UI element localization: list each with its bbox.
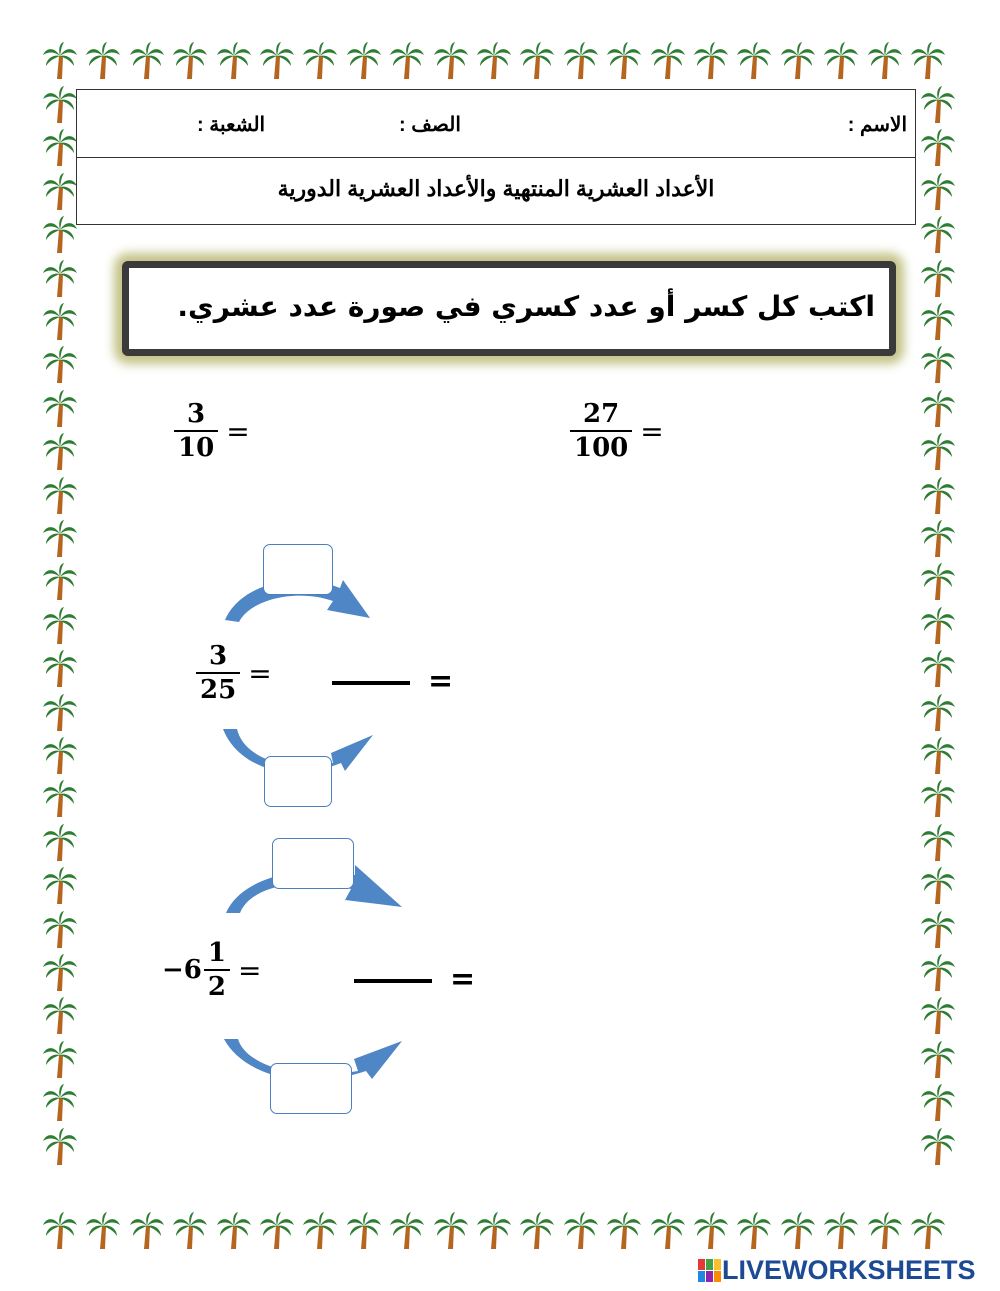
palm-tree-icon xyxy=(42,1041,78,1079)
palm-tree-icon xyxy=(867,42,903,80)
palm-tree-icon xyxy=(302,1212,338,1250)
palm-tree-icon xyxy=(563,1212,599,1250)
palm-tree-icon xyxy=(823,1212,859,1250)
instruction-banner xyxy=(122,261,896,356)
problem-3 xyxy=(196,640,272,706)
denominator: 25 xyxy=(200,675,237,705)
multiplier-box-top[interactable] xyxy=(263,544,333,595)
palm-tree-icon xyxy=(433,42,469,80)
palm-tree-icon xyxy=(42,346,78,384)
equals-sign: = xyxy=(248,656,272,690)
palm-tree-icon xyxy=(42,129,78,167)
palm-tree-icon xyxy=(42,650,78,688)
denominator: 100 xyxy=(574,433,629,463)
title-row xyxy=(77,158,915,224)
instruction-text: اكتب كل كسر أو عدد كسري في صورة عدد عشري. xyxy=(177,290,875,323)
palm-tree-icon xyxy=(780,42,816,80)
section-label: الشعبة : xyxy=(197,114,266,136)
palm-tree-icon xyxy=(172,42,208,80)
fraction xyxy=(204,937,230,1003)
palm-tree-icon xyxy=(920,433,956,471)
palm-tree-icon xyxy=(693,42,729,80)
palm-tree-icon xyxy=(42,477,78,515)
palm-tree-icon xyxy=(920,780,956,818)
palm-tree-icon xyxy=(606,1212,642,1250)
palm-tree-icon xyxy=(920,1128,956,1166)
palm-tree-icon xyxy=(85,1212,121,1250)
answer-fraction-blank[interactable] xyxy=(354,979,432,983)
palm-tree-icon xyxy=(650,1212,686,1250)
palm-tree-icon xyxy=(42,216,78,254)
palm-tree-icon xyxy=(920,520,956,558)
palm-tree-icon xyxy=(389,1212,425,1250)
palm-tree-icon xyxy=(867,1212,903,1250)
numerator: 1 xyxy=(207,938,226,968)
palm-tree-icon xyxy=(920,911,956,949)
palm-tree-icon xyxy=(920,737,956,775)
palm-tree-icon xyxy=(433,1212,469,1250)
denominator: 10 xyxy=(178,433,215,463)
multiplier-box-bottom[interactable] xyxy=(264,756,332,807)
problem-2 xyxy=(570,398,664,464)
palm-tree-icon xyxy=(920,607,956,645)
palm-tree-icon xyxy=(42,780,78,818)
palm-tree-icon xyxy=(42,694,78,732)
palm-tree-icon xyxy=(650,42,686,80)
palm-tree-icon xyxy=(920,173,956,211)
palm-tree-icon xyxy=(920,867,956,905)
palm-tree-icon xyxy=(42,42,78,80)
palm-tree-icon xyxy=(920,477,956,515)
palm-tree-icon xyxy=(920,1041,956,1079)
palm-tree-icon xyxy=(519,1212,555,1250)
palm-tree-icon xyxy=(920,824,956,862)
worksheet-header xyxy=(76,89,916,225)
palm-tree-icon xyxy=(736,1212,772,1250)
name-label: الاسم : xyxy=(847,114,907,136)
palm-tree-icon xyxy=(42,390,78,428)
palm-tree-icon xyxy=(85,42,121,80)
palm-tree-icon xyxy=(346,42,382,80)
palm-tree-icon xyxy=(920,650,956,688)
numerator: 27 xyxy=(583,399,620,429)
palm-tree-icon xyxy=(42,260,78,298)
palm-tree-icon xyxy=(920,216,956,254)
palm-tree-icon xyxy=(129,42,165,80)
palm-tree-icon xyxy=(216,42,252,80)
palm-tree-icon xyxy=(42,1212,78,1250)
fraction xyxy=(570,398,632,464)
equals-sign: = xyxy=(450,962,476,997)
palm-tree-icon xyxy=(42,607,78,645)
equals-sign: = xyxy=(226,414,250,448)
palm-tree-icon xyxy=(259,1212,295,1250)
palm-tree-icon xyxy=(42,1128,78,1166)
palm-tree-icon xyxy=(920,954,956,992)
palm-tree-icon xyxy=(42,911,78,949)
palm-tree-icon xyxy=(42,563,78,601)
palm-tree-icon xyxy=(42,173,78,211)
problem-4 xyxy=(162,937,261,1003)
palm-tree-icon xyxy=(42,1084,78,1122)
multiplier-box-top[interactable] xyxy=(272,838,354,889)
palm-tree-icon xyxy=(823,42,859,80)
palm-tree-icon xyxy=(42,997,78,1035)
palm-tree-icon xyxy=(736,42,772,80)
palm-tree-icon xyxy=(476,42,512,80)
problem-1 xyxy=(174,398,250,464)
palm-tree-icon xyxy=(920,390,956,428)
whole-part: −6 xyxy=(162,955,202,985)
palm-tree-icon xyxy=(606,42,642,80)
class-label: الصف : xyxy=(399,114,461,136)
palm-tree-icon xyxy=(259,42,295,80)
numerator: 3 xyxy=(209,641,228,671)
palm-tree-icon xyxy=(920,1084,956,1122)
palm-tree-icon xyxy=(216,1212,252,1250)
equals-sign: = xyxy=(428,664,454,699)
palm-tree-icon xyxy=(42,954,78,992)
palm-tree-icon xyxy=(920,346,956,384)
palm-tree-icon xyxy=(129,1212,165,1250)
logo-text: LIVEWORKSHEETS xyxy=(722,1255,976,1285)
worksheet-title: الأعداد العشرية المنتهية والأعداد العشرية الدورية xyxy=(277,176,715,201)
palm-tree-icon xyxy=(780,1212,816,1250)
denominator: 2 xyxy=(207,972,226,1002)
palm-tree-icon xyxy=(519,42,555,80)
equals-sign: = xyxy=(237,953,262,987)
palm-tree-icon xyxy=(910,1212,946,1250)
fraction xyxy=(196,640,240,706)
palm-tree-icon xyxy=(920,997,956,1035)
answer-fraction-blank[interactable] xyxy=(332,681,410,685)
palm-tree-icon xyxy=(42,867,78,905)
palm-tree-icon xyxy=(42,86,78,124)
palm-tree-icon xyxy=(42,824,78,862)
palm-tree-icon xyxy=(920,303,956,341)
student-info-row xyxy=(77,90,915,158)
numerator: 3 xyxy=(187,399,206,429)
palm-tree-icon xyxy=(42,303,78,341)
palm-tree-icon xyxy=(920,86,956,124)
palm-tree-icon xyxy=(172,1212,208,1250)
palm-tree-icon xyxy=(920,563,956,601)
multiplier-box-bottom[interactable] xyxy=(270,1063,352,1114)
palm-tree-icon xyxy=(563,42,599,80)
liveworksheets-logo[interactable] xyxy=(698,1255,976,1286)
fraction xyxy=(174,398,218,464)
palm-tree-icon xyxy=(920,260,956,298)
palm-tree-icon xyxy=(346,1212,382,1250)
palm-tree-icon xyxy=(302,42,338,80)
palm-tree-icon xyxy=(42,520,78,558)
palm-tree-icon xyxy=(42,433,78,471)
palm-tree-icon xyxy=(910,42,946,80)
palm-tree-icon xyxy=(920,129,956,167)
palm-tree-icon xyxy=(920,694,956,732)
palm-tree-icon xyxy=(389,42,425,80)
liveworksheets-logo-icon xyxy=(698,1259,722,1283)
palm-tree-icon xyxy=(693,1212,729,1250)
palm-tree-icon xyxy=(42,737,78,775)
palm-tree-icon xyxy=(476,1212,512,1250)
equals-sign: = xyxy=(640,414,664,448)
